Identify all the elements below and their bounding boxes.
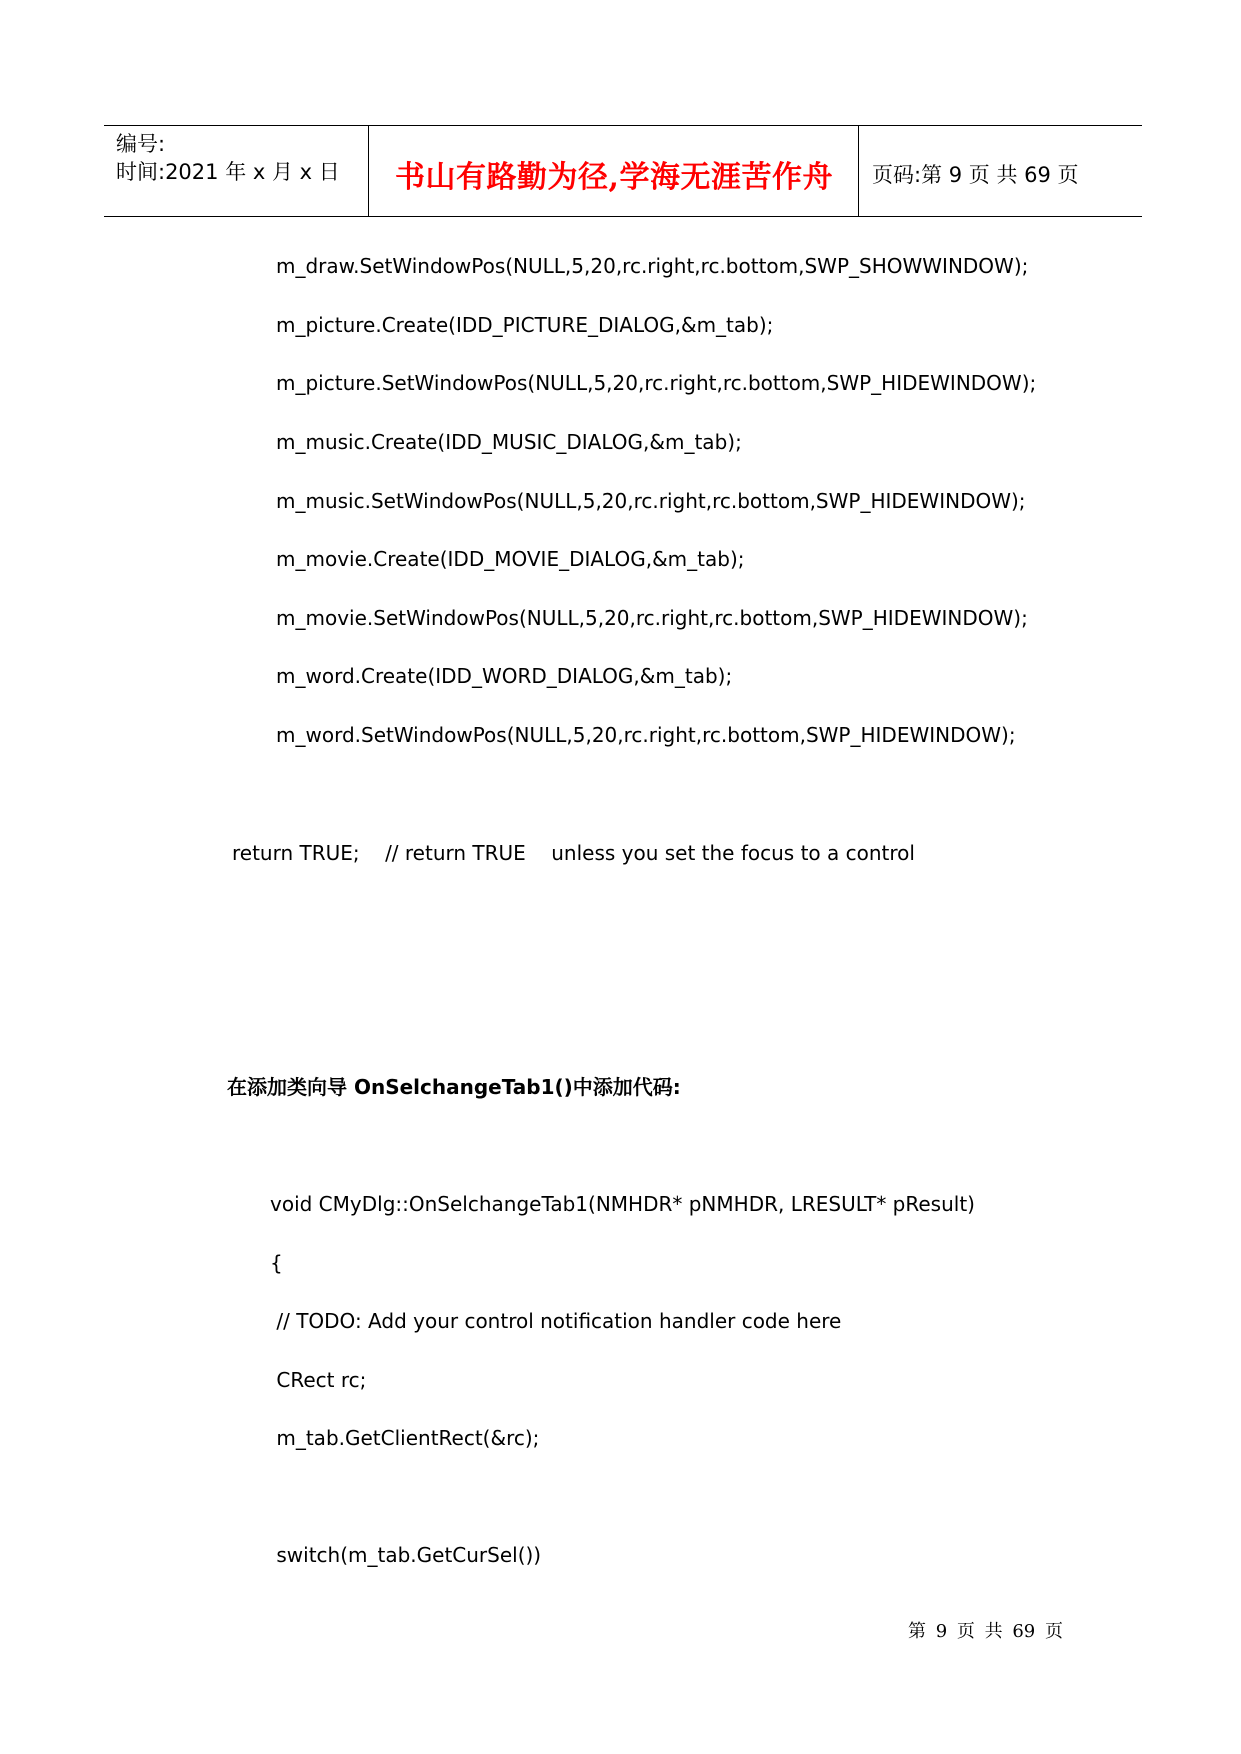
- code-line: m_tab.GetClientRect(&rc);: [270, 1426, 540, 1450]
- header-motto: 书山有路勤为径,学海无涯苦作舟: [395, 160, 833, 195]
- header-divider: [368, 126, 369, 216]
- code-line: m_draw.SetWindowPos(NULL,5,20,rc.right,rc.bottom,SWP_SHOWWINDOW);: [276, 254, 1029, 278]
- code-line: m_movie.SetWindowPos(NULL,5,20,rc.right,rc.bottom,SWP_HIDEWINDOW);: [276, 606, 1028, 630]
- code-line: m_movie.Create(IDD_MOVIE_DIALOG,&m_tab);: [276, 547, 745, 571]
- section-heading: 在添加类向导 OnSelchangeTab1()中添加代码:: [227, 1075, 681, 1099]
- document-time-label: 时间:2021 年 x 月 x 日: [116, 160, 340, 184]
- code-line: m_picture.SetWindowPos(NULL,5,20,rc.right,rc.bottom,SWP_HIDEWINDOW);: [276, 371, 1037, 395]
- code-line: m_music.Create(IDD_MUSIC_DIALOG,&m_tab);: [276, 430, 742, 454]
- header-table: [104, 125, 1142, 217]
- return-statement: return TRUE; // return TRUE unless you set the focus to a control: [232, 841, 915, 865]
- code-line: // TODO: Add your control notification handler code here: [270, 1309, 842, 1333]
- header-divider: [858, 126, 859, 216]
- header-page-code: 页码:第 9 页 共 69 页: [872, 163, 1079, 187]
- document-number-label: 编号:: [116, 132, 166, 156]
- page-footer: 第 9 页 共 69 页: [908, 1621, 1063, 1642]
- code-line: m_music.SetWindowPos(NULL,5,20,rc.right,rc.bottom,SWP_HIDEWINDOW);: [276, 489, 1026, 513]
- code-line: CRect rc;: [270, 1368, 367, 1392]
- code-line: {: [270, 1251, 283, 1275]
- code-line: switch(m_tab.GetCurSel()): [270, 1543, 542, 1567]
- code-line: m_word.SetWindowPos(NULL,5,20,rc.right,rc.bottom,SWP_HIDEWINDOW);: [276, 723, 1016, 747]
- code-line: void CMyDlg::OnSelchangeTab1(NMHDR* pNMHDR, LRESULT* pResult): [270, 1192, 975, 1216]
- code-line: m_picture.Create(IDD_PICTURE_DIALOG,&m_tab);: [276, 313, 774, 337]
- code-line: m_word.Create(IDD_WORD_DIALOG,&m_tab);: [276, 664, 733, 688]
